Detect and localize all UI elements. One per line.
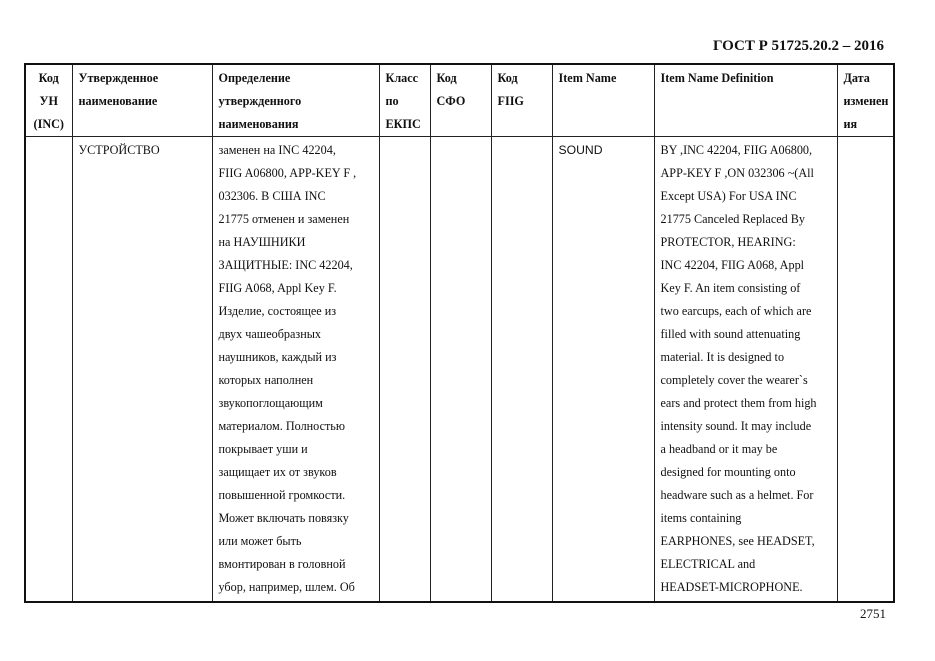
text-line: наушников, каждый из	[218, 350, 337, 364]
text-line: APP-KEY F ,ON 032306 ~(All	[660, 166, 814, 180]
text-line: которых наполнен	[218, 373, 314, 387]
text-line: Изделие, состоящее из	[218, 304, 337, 318]
text-line: FIIG A068, Appl Key F.	[218, 281, 337, 295]
header-item-name-definition	[654, 64, 837, 137]
text-line: 032306. В США INC	[218, 189, 326, 203]
header-name-definition	[212, 64, 379, 137]
cell-change-date	[837, 137, 894, 603]
text-line: ELECTRICAL and	[660, 557, 756, 571]
header-sfo-code	[430, 64, 491, 137]
text-line: повышенной громкости.	[218, 488, 346, 502]
text-line: intensity sound. It may include	[660, 419, 812, 433]
text-line: HEADSET-MICROPHONE.	[660, 580, 803, 594]
text-line: 21775 Canceled Replaced By	[660, 212, 806, 226]
text-line: материалом. Полностью	[218, 419, 345, 433]
text-line: FIIG	[497, 94, 524, 108]
text-line: убор, например, шлем. Об	[218, 580, 355, 594]
cell-approved-name: УСТРОЙСТВО	[72, 137, 212, 603]
cell-item-name: SOUND	[552, 137, 654, 603]
catalog-table	[24, 63, 895, 603]
text-line: Item Name Definition	[660, 71, 774, 85]
text-line: two earcups, each of which are	[660, 304, 812, 318]
text-line: СФО	[436, 94, 466, 108]
document-header: ГОСТ Р 51725.20.2 – 2016	[713, 38, 885, 54]
text-line: двух чашеобразных	[218, 327, 322, 341]
text-line: Может включать повязку	[218, 511, 349, 525]
text-line: Дата	[843, 71, 870, 85]
text-line: BY ,INC 42204, FIIG A06800,	[660, 143, 813, 157]
text-line: ЗАЩИТНЫЕ: INC 42204,	[218, 258, 353, 272]
text-line: утвержденного	[218, 94, 302, 108]
text-line: Item Name	[558, 71, 617, 85]
text-line: Except USA) For USA INC	[660, 189, 797, 203]
text-line: headware such as a helmet. For	[660, 488, 814, 502]
header-change-date	[837, 64, 894, 137]
text-line: (INC)	[33, 117, 64, 131]
text-line: Утвержденное	[78, 71, 159, 85]
text-line: по	[385, 94, 399, 108]
text-line: УН	[39, 94, 58, 108]
cell-inc-code	[25, 137, 72, 603]
text-line: designed for mounting onto	[660, 465, 796, 479]
header-fiig-code	[491, 64, 552, 137]
text-line: защищает их от звуков	[218, 465, 337, 479]
text-line: items containing	[660, 511, 742, 525]
text-line: a headband or it may be	[660, 442, 778, 456]
text-line: ия	[843, 117, 858, 131]
text-line: покрывает уши и	[218, 442, 308, 456]
cell-definition-en	[654, 137, 837, 603]
text-line: или может быть	[218, 534, 302, 548]
header-inc-code	[25, 64, 72, 137]
text-line: completely cover the wearer`s	[660, 373, 808, 387]
text-line: Класс	[385, 71, 419, 85]
text-line: заменен на INC 42204,	[218, 143, 336, 157]
header-approved-name	[72, 64, 212, 137]
text-line: 21775 отменен и заменен	[218, 212, 350, 226]
text-line: ears and protect them from high	[660, 396, 817, 410]
text-line: звукопоглощающим	[218, 396, 323, 410]
text-line: INC 42204, FIIG A068, Appl	[660, 258, 805, 272]
text-line: вмонтирован в головной	[218, 557, 346, 571]
text-line: Определение	[218, 71, 291, 85]
text-line: material. It is designed to	[660, 350, 785, 364]
text-line: Код	[436, 71, 457, 85]
table-row	[25, 137, 894, 603]
cell-sfo-code	[430, 137, 491, 603]
table-header-row	[25, 64, 894, 137]
text-line: filled with sound attenuating	[660, 327, 801, 341]
text-line: FIIG A06800, APP-KEY F ,	[218, 166, 357, 180]
text-line: Key F. An item consisting of	[660, 281, 801, 295]
text-line: наименования	[218, 117, 299, 131]
text-line: PROTECTOR, HEARING:	[660, 235, 796, 249]
header-item-name	[552, 64, 654, 137]
text-line: Код	[497, 71, 518, 85]
cell-definition-ru	[212, 137, 379, 603]
text-line: на НАУШНИКИ	[218, 235, 306, 249]
text-line: наименование	[78, 94, 158, 108]
page-number: 2751	[860, 606, 886, 621]
cell-fiig-code	[491, 137, 552, 603]
header-ekps-class	[379, 64, 430, 137]
text-line: ЕКПС	[385, 117, 421, 131]
text-line: изменен	[843, 94, 889, 108]
cell-ekps-class	[379, 137, 430, 603]
text-line: EARPHONES, see HEADSET,	[660, 534, 815, 548]
text-line: Код	[38, 71, 59, 85]
